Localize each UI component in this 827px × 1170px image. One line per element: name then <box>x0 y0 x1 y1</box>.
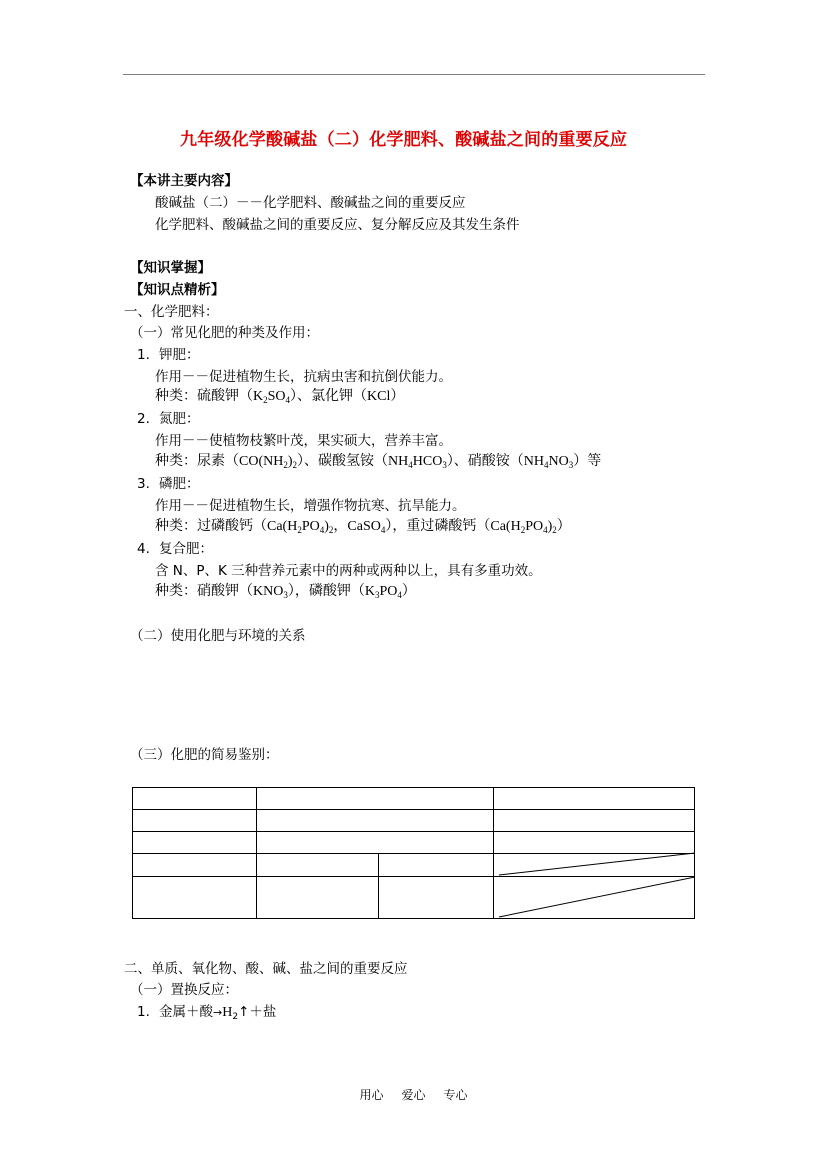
subscript: 4 <box>319 525 325 535</box>
phosphate-types <box>155 519 571 535</box>
potash-types-text: SO <box>267 389 286 404</box>
nitrogen-heading <box>137 411 200 427</box>
compound-types <box>155 584 416 600</box>
potash-effect: 作用－－促进植物生长，抗病虫害和抗倒伏能力。 <box>155 369 452 385</box>
nitrogen-effect: 作用－－使植物枝繁叶茂，果实硕大，营养丰富。 <box>155 433 452 449</box>
heading-fertilizer: 一、化学肥料： <box>124 304 219 320</box>
heading-fertilizer-types: （一）常见化肥的种类及作用： <box>130 325 319 341</box>
nitrogen-types <box>155 454 601 470</box>
subscript: 2 <box>520 525 526 535</box>
subscript: 4 <box>285 395 291 405</box>
subscript: 3 <box>283 590 288 600</box>
nitrogen-number: 2. <box>137 411 150 427</box>
phosphate-types-text: 种类：过磷酸钙（Ca(H <box>155 519 298 534</box>
table-diagonal-line <box>499 877 695 917</box>
phosphate-types-text: PO <box>525 519 544 534</box>
nitrogen-types-text: ）、硝酸铵（NH <box>446 454 545 469</box>
phosphate-types-text: ），重过磷酸钙（Ca(H <box>385 519 521 534</box>
phosphate-types-text: ，CaSO <box>333 519 381 534</box>
reaction-1-number: 1. <box>137 1004 150 1020</box>
compound-types-text: ），磷酸钾（K <box>287 584 375 599</box>
subscript: 4 <box>543 525 548 535</box>
nitrogen-types-text: 种类：尿素（CO(NH <box>155 454 284 469</box>
subscript: 2 <box>328 525 334 535</box>
compound-heading <box>137 541 213 557</box>
compound-effect: 含 N、P、K 三种营养元素中的两种或两种以上，具有多重功效。 <box>155 563 542 579</box>
header-rule <box>123 74 705 75</box>
subscript: 3 <box>568 460 574 470</box>
footer-item: 用心 <box>359 1088 384 1102</box>
heading-displacement: （一）置换反应： <box>130 982 238 998</box>
subscript: 2 <box>263 395 268 405</box>
subscript: 4 <box>544 460 549 470</box>
reaction-1-text: ＋盐 <box>249 1004 277 1020</box>
subscript: 4 <box>397 590 402 600</box>
reaction-1-text: 金属＋酸 <box>159 1004 213 1020</box>
phosphate-effect: 作用－－促进植物生长，增强作物抗寒、抗旱能力。 <box>155 498 466 514</box>
page-footer <box>0 1086 827 1103</box>
footer-item: 专心 <box>443 1088 468 1102</box>
compound-name: 复合肥： <box>159 541 213 557</box>
phosphate-types-text: PO <box>301 519 320 534</box>
up-arrow-icon: ↑ <box>238 1004 250 1020</box>
subscript: 4 <box>380 525 386 535</box>
arrow-icon: → <box>213 1006 223 1019</box>
potash-types-text: ）、氯化钾（KCl） <box>290 389 405 404</box>
table-diagonal-line <box>499 853 695 875</box>
subscript: 2 <box>292 460 298 470</box>
phosphate-number: 3. <box>137 476 150 492</box>
reaction-1-text: H <box>222 1005 233 1020</box>
subscript: 3 <box>442 460 447 470</box>
potash-number: 1. <box>137 347 150 363</box>
phosphate-types-text: ) <box>324 519 329 534</box>
compound-types-text: 种类：硝酸钾（KNO <box>155 584 284 599</box>
identification-table <box>132 787 695 919</box>
subscript: 2 <box>283 460 288 470</box>
nitrogen-name: 氮肥： <box>159 411 200 427</box>
document-title: 九年级化学酸碱盐（二）化学肥料、酸碱盐之间的重要反应 <box>180 130 628 150</box>
nitrogen-types-text: ) <box>287 454 293 469</box>
potash-types <box>155 389 404 405</box>
section-main-content: 【本讲主要内容】 <box>130 173 238 189</box>
reaction-1 <box>137 1004 276 1021</box>
phosphate-types-text: ) <box>547 519 553 534</box>
nitrogen-types-text: NO <box>548 454 569 469</box>
nitrogen-types-text: HCO <box>412 454 443 469</box>
section-analysis: 【知识点精析】 <box>130 282 225 298</box>
heading-identification: （三）化肥的简易鉴别： <box>130 747 279 763</box>
potash-heading <box>137 347 200 363</box>
subscript: 2 <box>297 525 302 535</box>
phosphate-types-text: ） <box>556 519 571 534</box>
nitrogen-types-text: ）等 <box>573 454 602 469</box>
phosphate-heading <box>137 476 200 492</box>
subscript: 2 <box>552 525 557 535</box>
subscript: 2 <box>232 1012 239 1022</box>
potash-name: 钾肥： <box>159 347 200 363</box>
main-content-line-2: 化学肥料、酸碱盐之间的重要反应、复分解反应及其发生条件 <box>155 217 520 233</box>
compound-types-text: ） <box>401 584 416 599</box>
subscript: 3 <box>374 590 380 600</box>
heading-environment: （二）使用化肥与环境的关系 <box>130 628 306 644</box>
footer-item: 爱心 <box>401 1088 426 1102</box>
heading-reactions: 二、单质、氧化物、酸、碱、盐之间的重要反应 <box>124 961 408 977</box>
potash-types-text: 种类：硫酸钾（K <box>155 389 264 404</box>
phosphate-name: 磷肥： <box>159 476 200 492</box>
main-content-line-1: 酸碱盐（二）－－化学肥料、酸碱盐之间的重要反应 <box>155 195 466 211</box>
compound-number: 4. <box>137 541 150 557</box>
subscript: 4 <box>408 460 413 470</box>
compound-types-text: PO <box>379 584 398 599</box>
section-knowledge: 【知识掌握】 <box>130 260 211 276</box>
nitrogen-types-text: ）、碳酸氢铵（NH <box>297 454 409 469</box>
